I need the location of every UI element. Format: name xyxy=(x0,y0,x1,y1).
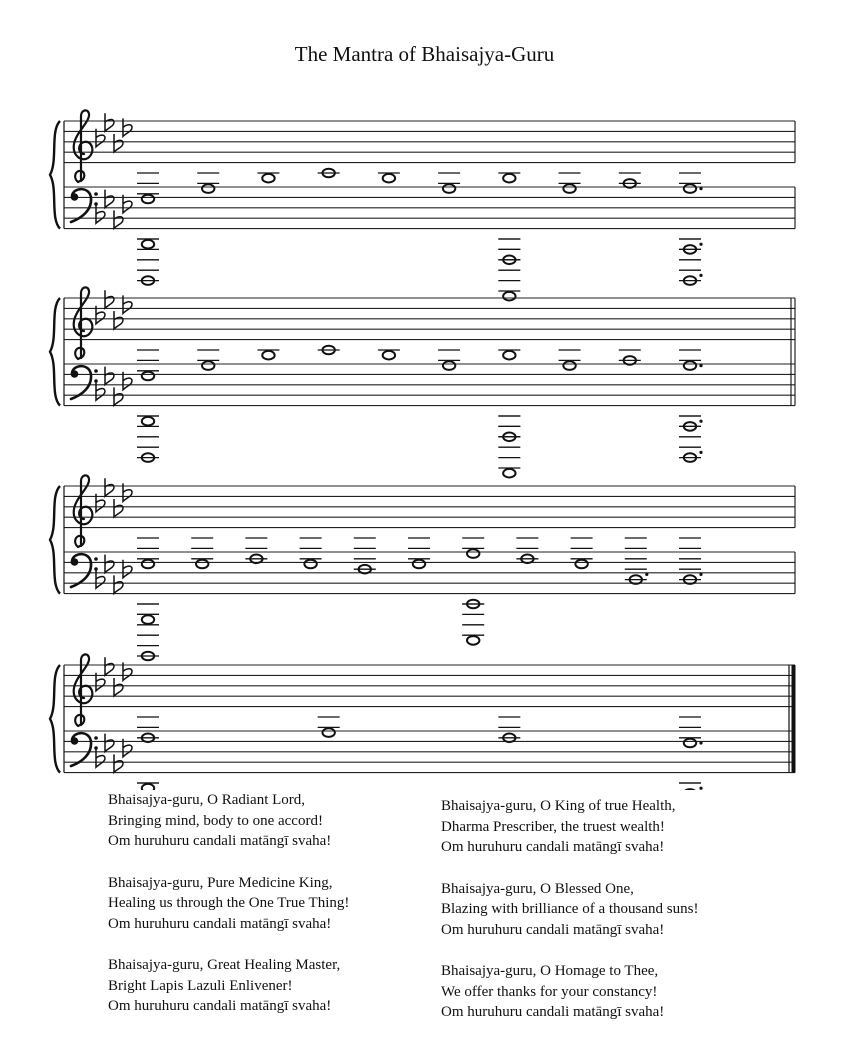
whole-note xyxy=(413,560,425,569)
verse-line: Dharma Prescriber, the truest wealth! xyxy=(441,818,665,835)
brace xyxy=(50,486,60,594)
key-flat xyxy=(105,657,114,675)
verse-line: Bhaisajya-guru, O Homage to Thee, xyxy=(441,963,659,979)
whole-note xyxy=(142,560,154,569)
whole-note xyxy=(142,615,154,624)
dot xyxy=(699,741,702,744)
dot xyxy=(699,274,702,277)
verse-left-1 xyxy=(108,790,349,852)
bass-clef xyxy=(71,554,98,587)
whole-note xyxy=(684,789,696,790)
score-system xyxy=(50,475,795,660)
key-flat xyxy=(114,210,123,228)
whole-note xyxy=(142,195,154,204)
whole-note xyxy=(196,560,208,569)
whole-note xyxy=(262,174,274,183)
key-flat xyxy=(105,734,114,752)
whole-note xyxy=(684,184,696,193)
key-flat xyxy=(114,387,123,405)
verse-line: Bhaisajya-guru, O Blessed One, xyxy=(441,880,634,897)
bass-clef xyxy=(71,733,98,766)
brace xyxy=(50,298,60,406)
whole-note xyxy=(142,417,154,426)
lyrics-left-column xyxy=(108,790,349,1038)
dot xyxy=(699,787,702,790)
score-systems xyxy=(50,110,795,790)
whole-note xyxy=(443,361,455,370)
whole-note xyxy=(503,469,515,478)
key-flat xyxy=(105,478,114,496)
dot xyxy=(699,573,702,576)
verse-right-1 xyxy=(441,796,698,858)
whole-note xyxy=(503,351,515,360)
whole-note xyxy=(503,174,515,183)
verse-right-2 xyxy=(441,879,698,941)
key-flat xyxy=(114,134,123,152)
whole-note xyxy=(322,728,334,737)
brace xyxy=(50,665,60,773)
key-flat xyxy=(114,754,123,772)
verse-line: Bhaisajya-guru, Pure Medicine King, xyxy=(108,874,333,891)
verse-line: Om huruhuru candali matāngī svaha! xyxy=(441,1004,665,1020)
whole-note xyxy=(142,240,154,249)
whole-note xyxy=(575,560,587,569)
whole-note xyxy=(202,361,214,370)
verse-line: Om huruhuru candali matāngī svaha! xyxy=(108,833,332,849)
page-title: The Mantra of Bhaisajya-Guru xyxy=(294,42,555,66)
verse-line: Bright Lapis Lazuli Enlivener! xyxy=(108,977,293,994)
verse-line: Om huruhuru candali matāngī svaha! xyxy=(441,839,665,855)
dot xyxy=(645,573,648,576)
dot xyxy=(699,451,702,454)
verse-line: Bhaisajya-guru, Great Healing Master, xyxy=(108,957,341,973)
key-flat xyxy=(114,499,123,517)
score-system xyxy=(50,287,795,477)
bass-clef xyxy=(71,366,98,399)
whole-note xyxy=(467,549,479,558)
dot xyxy=(699,420,702,423)
whole-note xyxy=(563,361,575,370)
whole-note xyxy=(684,739,696,748)
whole-note xyxy=(383,174,395,183)
key-flat xyxy=(105,113,114,131)
key-flat xyxy=(114,678,123,696)
verse-line: Healing us through the One True Thing! xyxy=(108,895,350,911)
key-flat xyxy=(114,311,123,329)
verse-right-3 xyxy=(441,961,698,1023)
score-system xyxy=(50,654,795,790)
verse-line: Om huruhuru candali matāngī svaha! xyxy=(441,921,665,938)
whole-note xyxy=(304,560,316,569)
verse-line: Bhaisajya-guru, O Radiant Lord, xyxy=(108,792,306,808)
lyrics-right-column xyxy=(441,796,698,1044)
whole-note xyxy=(684,361,696,370)
dot xyxy=(699,243,702,246)
brace xyxy=(50,121,60,229)
whole-note xyxy=(142,372,154,381)
bass-clef xyxy=(71,189,98,222)
whole-note xyxy=(202,184,214,193)
verse-line: Bhaisajya-guru, O King of true Health, xyxy=(441,798,676,814)
verse-line: Om huruhuru candali matāngī svaha! xyxy=(108,915,332,932)
verse-line: Blazing with brilliance of a thousand suns! xyxy=(441,901,699,917)
whole-note xyxy=(262,351,274,360)
whole-note xyxy=(467,636,479,645)
score-system xyxy=(50,110,795,300)
verse-line: Om huruhuru candali matāngī svaha! xyxy=(108,998,332,1014)
whole-note xyxy=(563,184,575,193)
key-flat xyxy=(105,190,114,208)
dot xyxy=(699,187,702,190)
key-flat xyxy=(105,555,114,573)
verse-left-2 xyxy=(108,873,349,935)
verse-line: We offer thanks for your constancy! xyxy=(441,983,658,1000)
verse-line: Bringing mind, body to one accord! xyxy=(108,812,323,829)
whole-note xyxy=(503,292,515,301)
whole-note xyxy=(383,351,395,360)
verse-left-3 xyxy=(108,955,349,1017)
key-flat xyxy=(105,290,114,308)
dot xyxy=(699,364,702,367)
key-flat xyxy=(114,575,123,593)
whole-note xyxy=(443,184,455,193)
key-flat xyxy=(105,367,114,385)
